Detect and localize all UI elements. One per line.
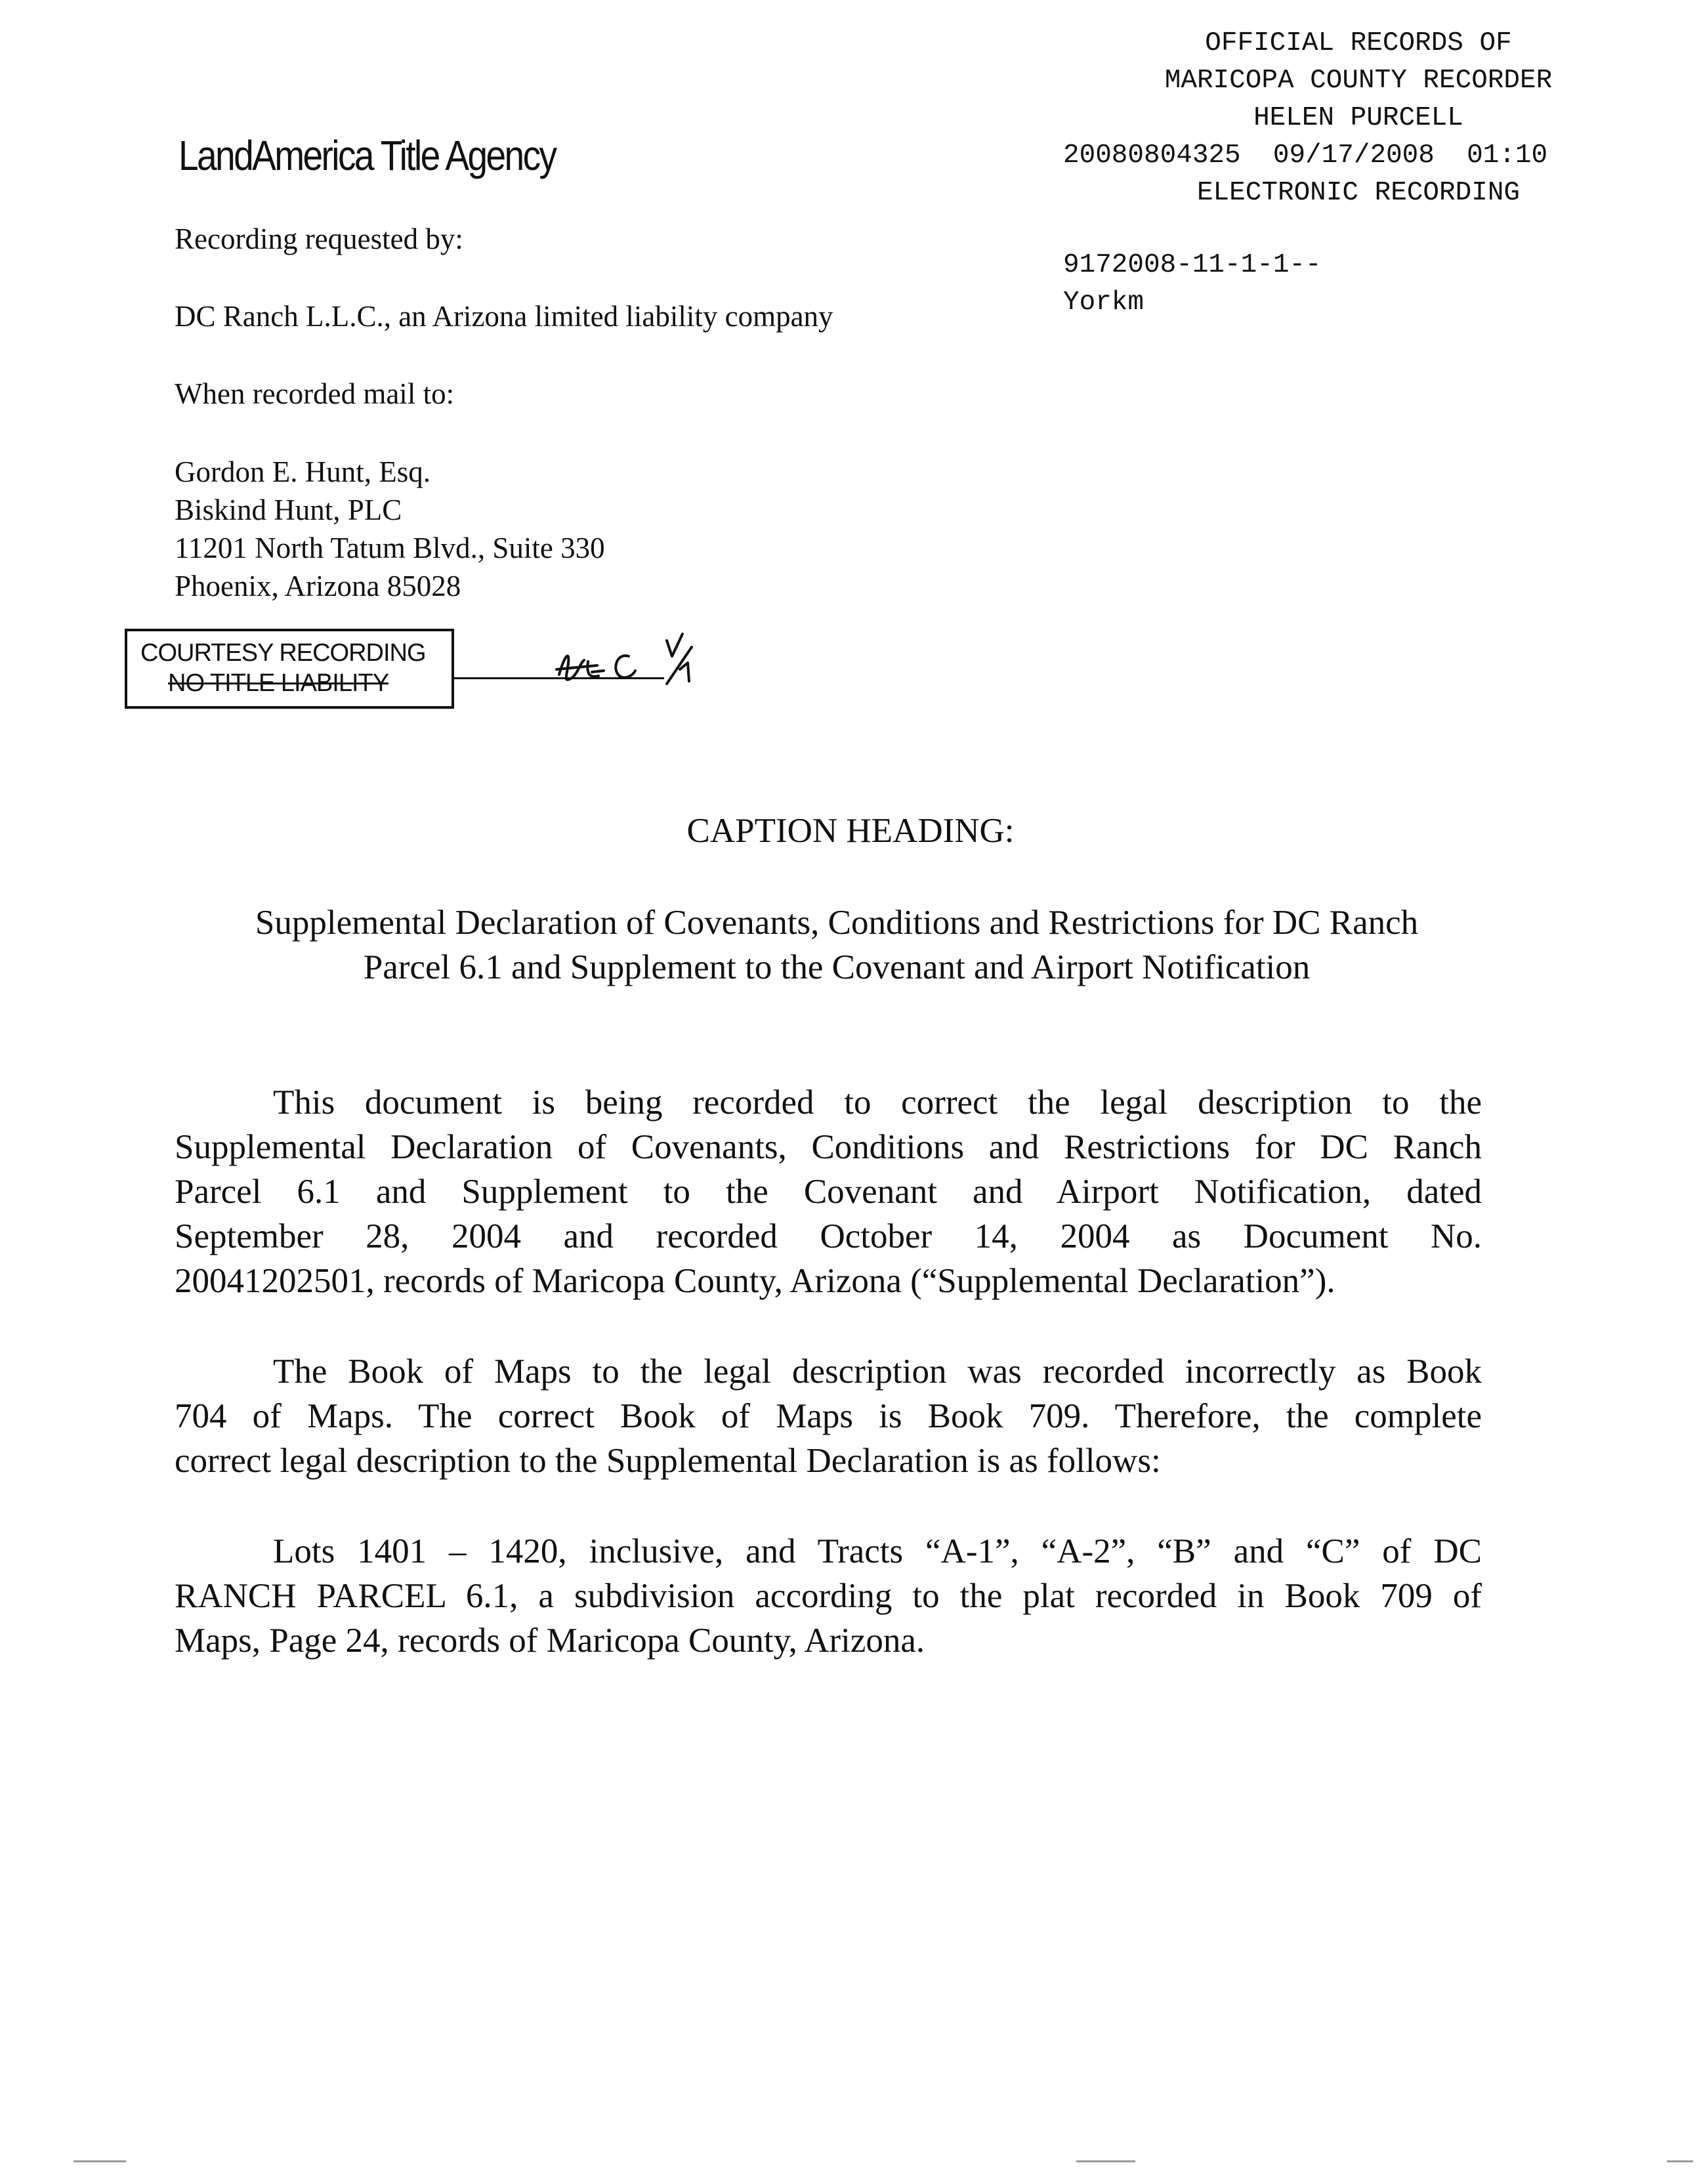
paragraph-line: September 28, 2004 and recorded October 14, 2004 as Document No. — [175, 1217, 1482, 1255]
stamp-line-1: COURTESY RECORDING — [140, 639, 426, 667]
requester-name: DC Ranch L.L.C., an Arizona limited liability company — [175, 300, 833, 333]
stamp-line-2: NO TITLE LIABILITY — [168, 669, 389, 697]
paragraph-line: correct legal description to the Supplemental Declaration is as follows: — [175, 1442, 1161, 1480]
recorder-stamp — [1063, 25, 1654, 212]
paragraph-line: Supplemental Declaration of Covenants, Conditions and Restrictions for DC Ranch — [175, 1128, 1482, 1166]
recorder-line-3: HELEN PURCELL — [1253, 103, 1463, 133]
handwritten-initials — [551, 623, 709, 696]
caption-title-line: Parcel 6.1 and Supplement to the Covenant and Airport Notification — [363, 948, 1311, 986]
mail-to-address — [175, 453, 605, 605]
paragraph-line: RANCH PARCEL 6.1, a subdivision according to the plat recorded in Book 709 of — [175, 1577, 1482, 1615]
paragraph-line: Parcel 6.1 and Supplement to the Covenant and Airport Notification, dated — [175, 1173, 1482, 1211]
requested-by-label: Recording requested by: — [175, 222, 463, 255]
agency-name: LandAmerica Title Agency — [178, 132, 556, 179]
paragraph-line: Lots 1401 – 1420, inclusive, and Tracts “A-1”, “A-2”, “B” and “C” of DC — [273, 1532, 1482, 1570]
paragraph-book-of-maps — [175, 1349, 1482, 1483]
recorder-line-5: ELECTRONIC RECORDING — [1196, 178, 1521, 208]
recorder-line-1: OFFICIAL RECORDS OF — [1205, 28, 1512, 58]
paragraph-correction-purpose — [175, 1080, 1482, 1303]
paragraph-line: 20041202501, records of Maricopa County, Arizona (“Supplemental Declaration”). — [175, 1262, 1335, 1300]
paragraph-line: 704 of Maps. The correct Book of Maps is Book 709. Therefore, the complete — [175, 1397, 1482, 1435]
address-line: 11201 North Tatum Blvd., Suite 330 — [175, 532, 605, 564]
recorder-ref-1: 9172008-11-1-1-- — [1063, 250, 1322, 280]
caption-title-line: Supplemental Declaration of Covenants, Conditions and Restrictions for DC Ranch — [255, 904, 1419, 942]
recorder-document-number: 20080804325 09/17/2008 01:10 — [1063, 140, 1548, 171]
recorder-ref-2: Yorkm — [1063, 287, 1144, 318]
caption-title — [131, 900, 1542, 990]
scan-artifacts — [0, 2159, 1701, 2166]
paragraph-line: The Book of Maps to the legal description was recorded incorrectly as Book — [273, 1353, 1482, 1391]
caption-heading: CAPTION HEADING: — [686, 812, 1015, 850]
address-line: Gordon E. Hunt, Esq. — [175, 455, 430, 488]
address-line: Phoenix, Arizona 85028 — [175, 570, 461, 602]
paragraph-line: Maps, Page 24, records of Maricopa County, Arizona. — [175, 1622, 925, 1660]
paragraph-legal-description — [175, 1529, 1482, 1663]
address-line: Biskind Hunt, PLC — [175, 494, 402, 526]
mail-to-label: When recorded mail to: — [175, 377, 455, 410]
paragraph-line: This document is being recorded to correct the legal description to the — [273, 1083, 1482, 1122]
recorder-line-2: MARICOPA COUNTY RECORDER — [1164, 66, 1553, 96]
recorder-reference — [1063, 247, 1322, 322]
courtesy-recording-stamp — [125, 629, 454, 709]
